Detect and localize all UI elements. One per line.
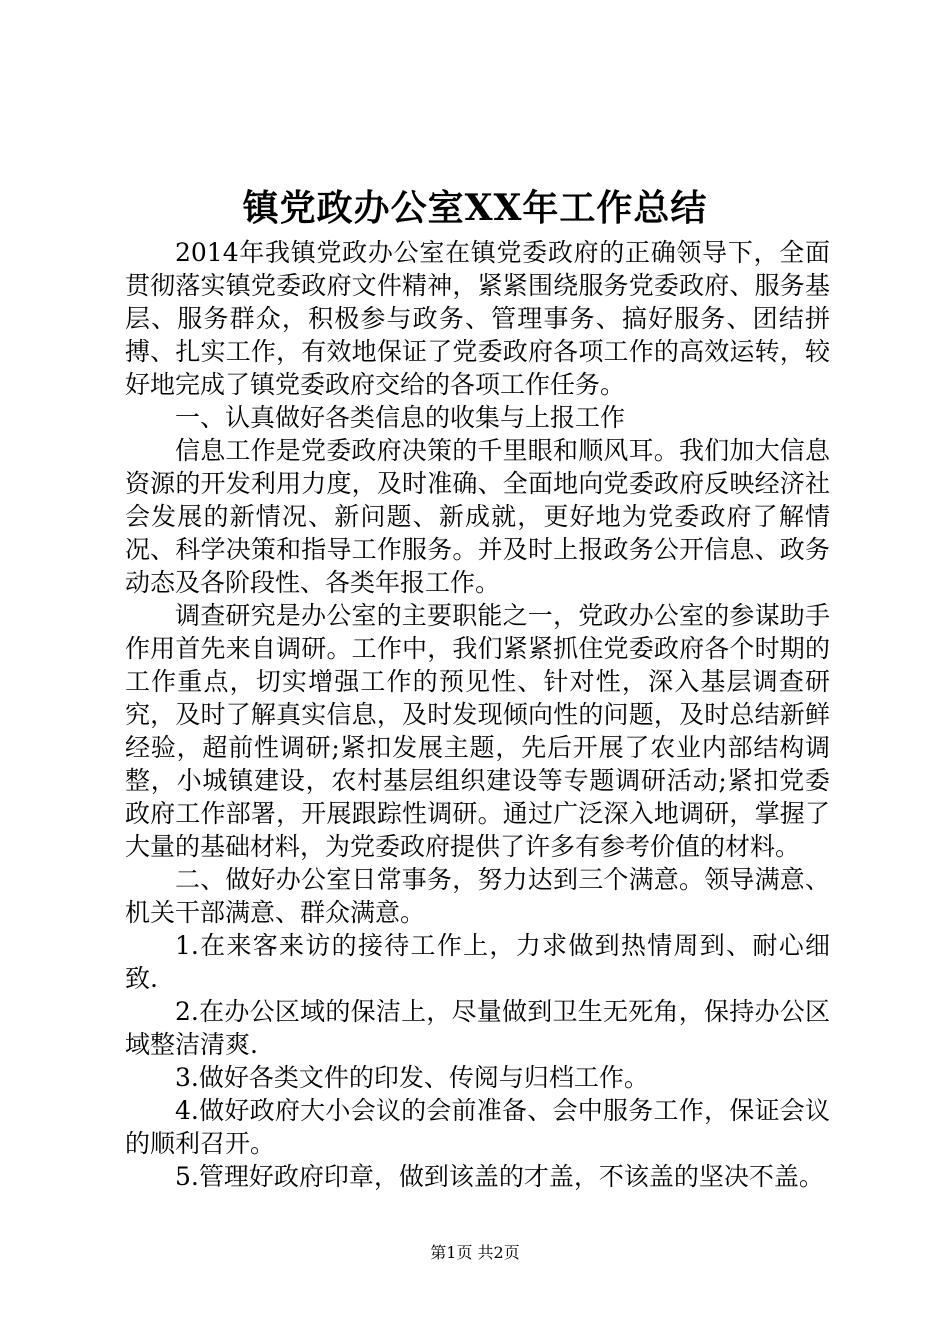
list-item-3: 3.做好各类文件的印发、传阅与归档工作。 [175, 1063, 649, 1092]
list-item-2: 2.在办公区域的保洁上，尽量做到卫生无死角，保持办公区域整洁清爽. [125, 997, 830, 1059]
list-item-1: 1.在来客来访的接待工作上，力求做到热情周到、耐心细致. [125, 931, 830, 993]
paragraph-intro: 2014年我镇党政办公室在镇党委政府的正确领导下，全面贯彻落实镇党委政府文件精神，紧紧围绕服务党委政府、服务基层、服务群众，积极参与政务、管理事务、搞好服务、团结拼搏、扎实工作，有效地保证了党委政府各项工作的高效运转，较好地完成了镇党委政府交给的各项工作任务。 [125, 238, 830, 399]
list-item-4: 4.做好政府大小会议的会前准备、会中服务工作，保证会议的顺利召开。 [125, 1096, 830, 1158]
section-heading-1: 一、认真做好各类信息的收集与上报工作 [175, 403, 626, 432]
document-body [125, 236, 830, 1193]
list-item-5: 5.管理好政府印章，做到该盖的才盖，不该盖的坚决不盖。 [175, 1162, 824, 1191]
page-footer: 第1页 共2页 [430, 1243, 520, 1262]
document-title: 镇党政办公室XX年工作总结 [242, 187, 708, 229]
paragraph-research: 调查研究是办公室的主要职能之一，党政办公室的参谋助手作用首先来自调研。工作中，我们紧紧抓住党委政府各个时期的工作重点，切实增强工作的预见性、针对性，深入基层调查研究，及时了解真实信息，及时发现倾向性的问题，及时总结新鲜经验，超前性调研;紧扣发展主题，先后开展了农业内部结构调整，小城镇建设，农村基层组织建设等专题调研活动;紧扣党委政府工作部署，开展跟踪性调研。通过广泛深入地调研，掌握了大量的基础材料，为党委政府提供了许多有参考价值的材料。 [125, 601, 830, 861]
section-heading-2: 二、做好办公室日常事务，努力达到三个满意。领导满意、机关干部满意、群众满意。 [125, 865, 830, 927]
paragraph-information: 信息工作是党委政府决策的千里眼和顺风耳。我们加大信息资源的开发利用力度，及时准确、全面地向党委政府反映经济社会发展的新情况、新问题、新成就，更好地为党委政府了解情况、科学决策和指导工作服务。并及时上报政务公开信息、政务动态及各阶段性、各类年报工作。 [125, 436, 830, 597]
